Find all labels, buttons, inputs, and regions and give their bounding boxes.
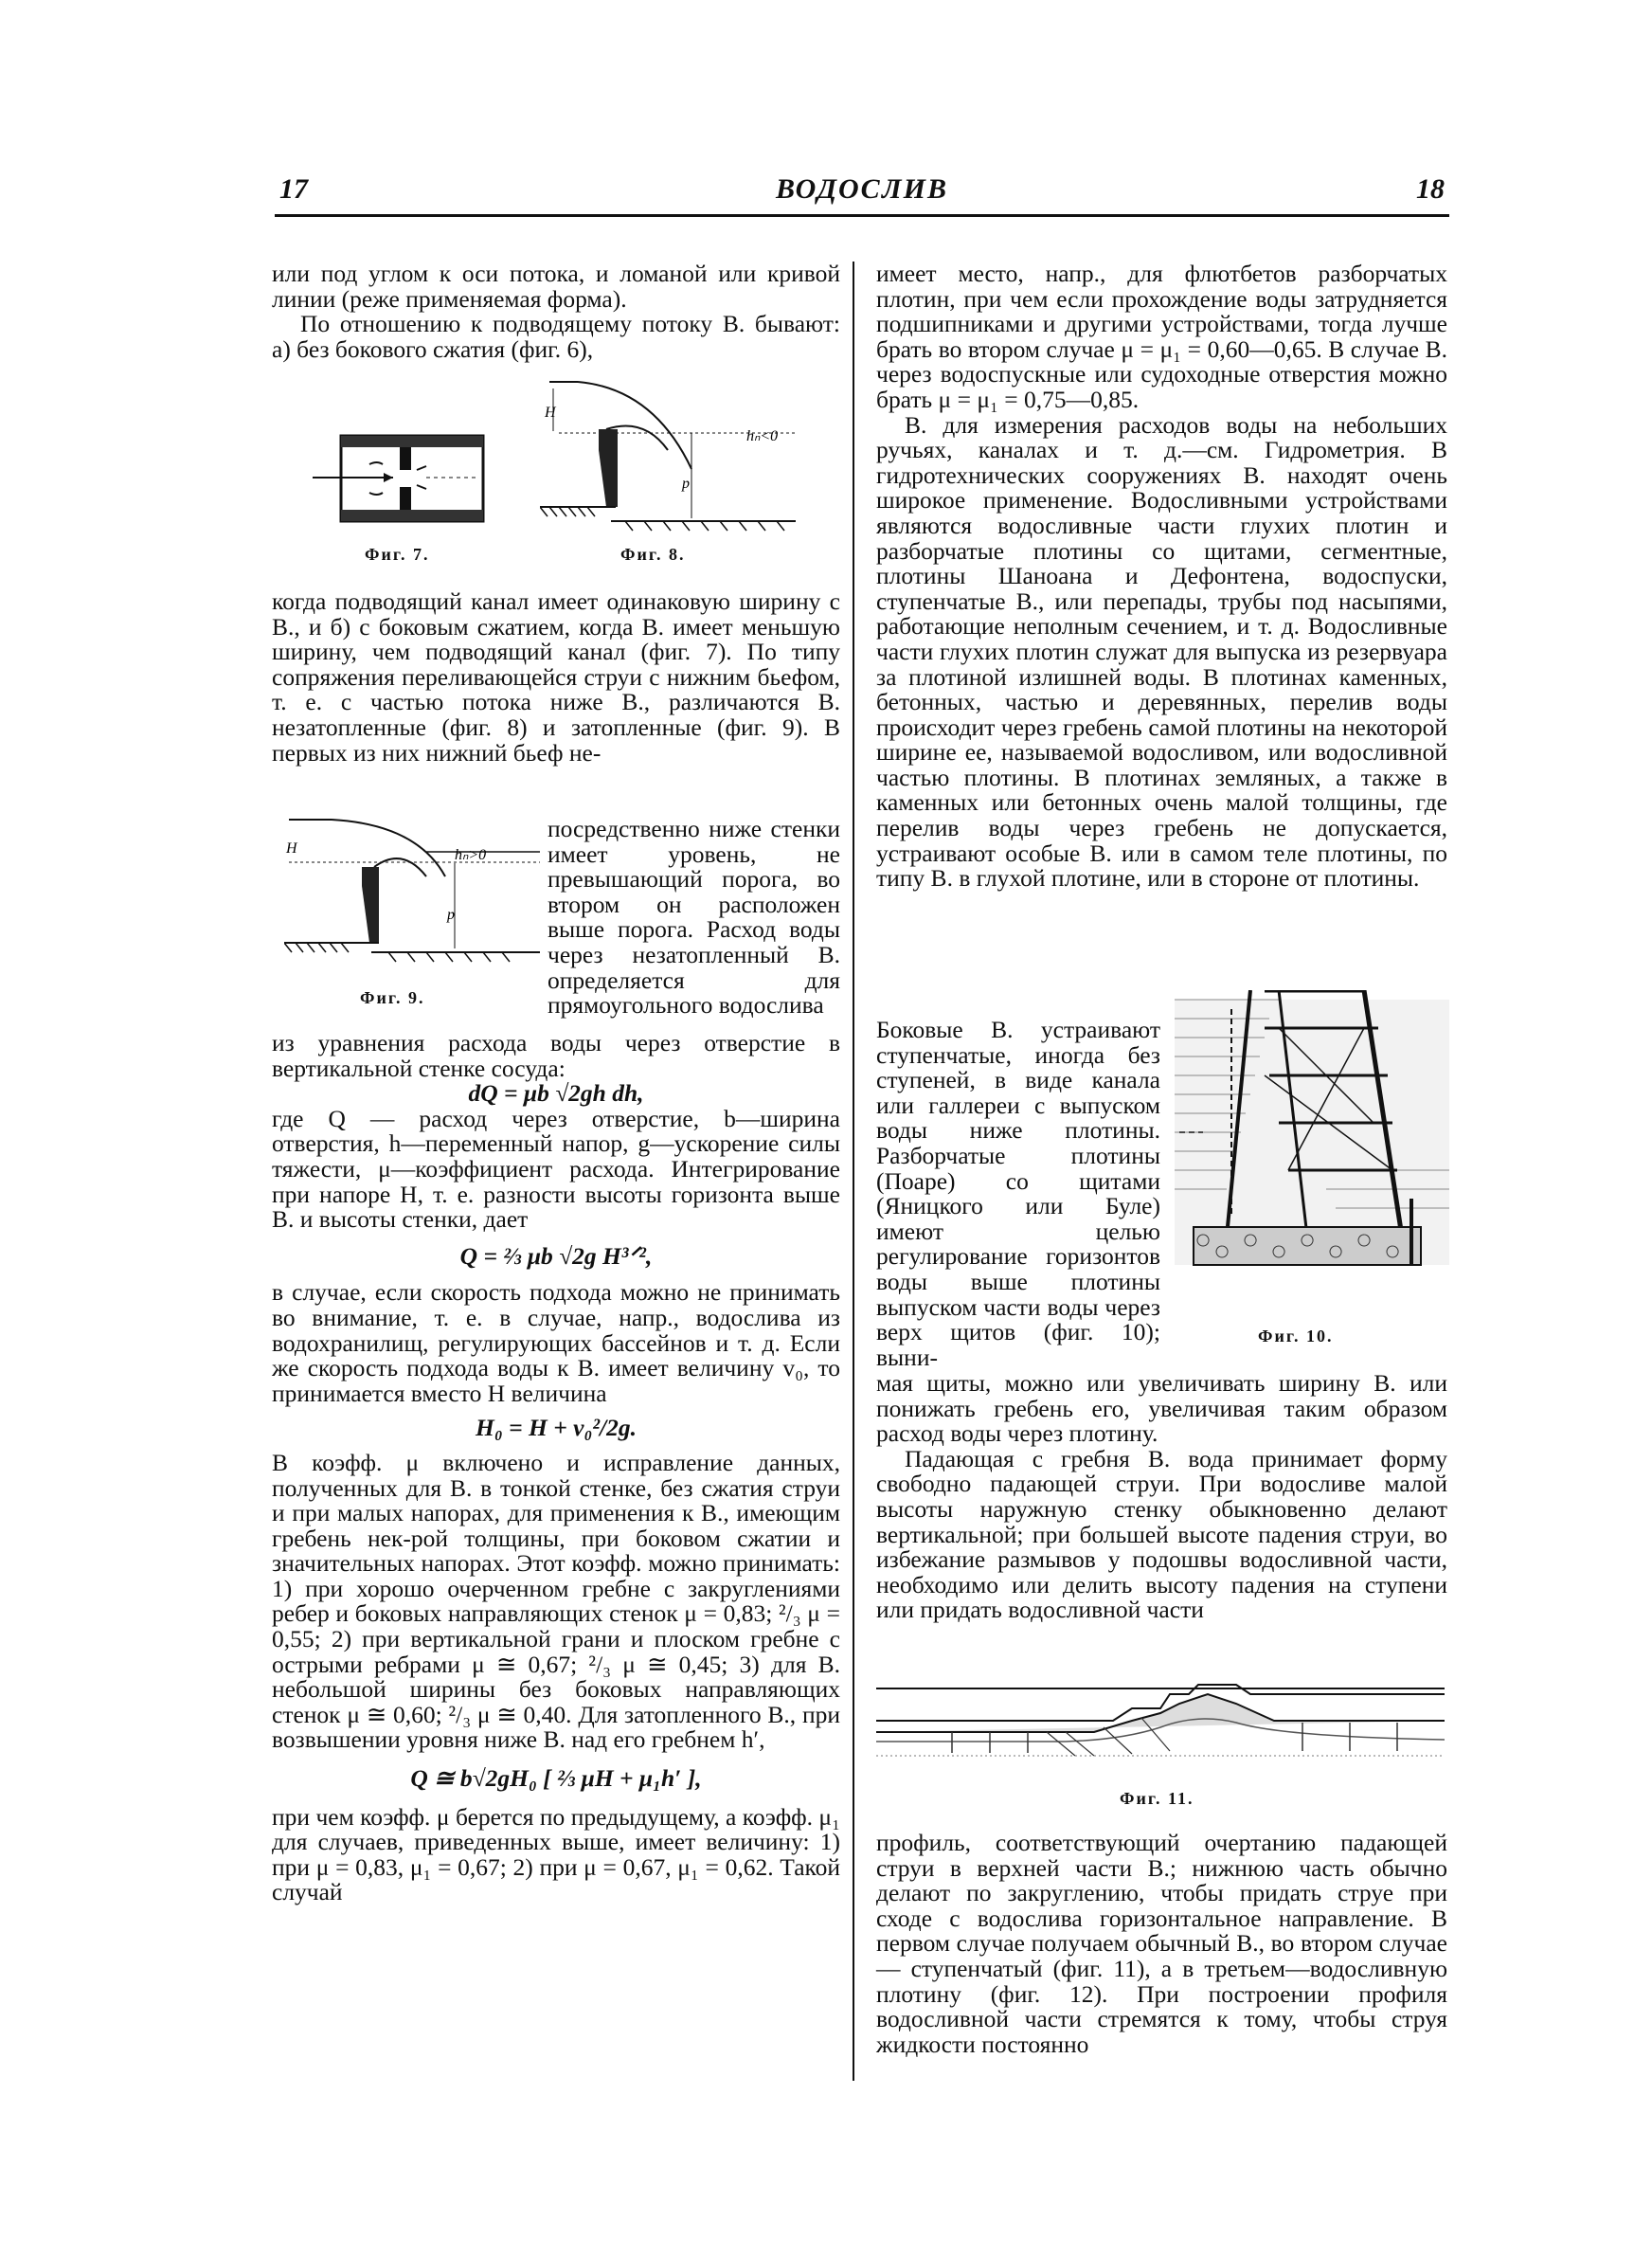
fig8-label-p: p (682, 476, 690, 492)
paragraph: Падающая с гребня В. вода принимает форму свободно падающей струи. При водосливе малой высоты наружную стенку обыкновенно делают вертикальной; при большей высоте падения струи, во избежание размывов у подошвы водосливной части, необходимо или делить высоту падения на ступени или придать водосливной части (876, 1444, 1447, 1624)
paragraph: из уравнения расхода воды через отверстие в вертикальной стенке сосуда: (272, 1029, 840, 1082)
left-col-block-2 (272, 589, 840, 766)
left-col-wrap-text (548, 817, 840, 1019)
right-col-block-1 (876, 262, 1447, 892)
left-col-block-3 (272, 1031, 840, 1905)
paragraph: в случае, если скорость подхода можно не принимать во внимание, т. е. в случае, напр., водослива из водохранилищ, регулирующих бассейнов и т. д. Если же скорость подхода воды к В. имеет величину v₀, то принимается вместо H величина (272, 1278, 840, 1407)
header-rule (275, 214, 1449, 217)
paragraph: имеет место, напр., для флютбетов разборчатых плотин, при чем если прохождение воды затрудняется подшипниками и другими устройствами, тогда лучше брать во втором случае μ = μ₁ = 0,60—0,65. В случае В. через водоспускные или судоходные отверстия можно брать μ = μ₁ = 0,75—0,85. (876, 260, 1447, 413)
column-divider (853, 262, 854, 2081)
paragraph: профиль, соответствующий очертанию падающей струи в верхней части В.; нижнюю часть обычно делают по закруглению, чтобы придать струе при сходе с водослива горизонтальное направление. В первом случае получаем обычный В., во втором случае— ступенчатый (фиг. 11), а в третьем—водосливную плотину (фиг. 12). При построении профиля водосливной части стремятся к тому, чтобы струя жидкости постоянно (876, 1829, 1447, 2058)
figure-10-frame-dam (1175, 990, 1449, 1303)
paragraph: где Q — расход через отверстие, b—ширина отверстия, h—переменный напор, g—ускорение силы тяжести, μ—коэффициент расхода. Интегрирование при напоре H, т. е. разности высоты горизонта выше В. и высоты стенки, дает (272, 1104, 840, 1234)
paragraph: мая щиты, можно или увеличивать ширину В. или понижать гребень его, увеличивая таким образом расход воды через плотину. (876, 1369, 1447, 1448)
page-number-left: 17 (279, 173, 308, 205)
fig8-label-hn: hₙ<0 (746, 428, 779, 444)
fig8-label-h: H (545, 405, 556, 421)
figure-9-submerged-overflow (284, 810, 549, 966)
running-title: ВОДОСЛИВ (776, 173, 948, 205)
formula-q: Q = ⅔ μb √2g H³ᐟ², (459, 1241, 653, 1270)
paragraph: когда подводящий канал имеет одинаковую ширину с В., и б) с боковым сжатием, когда В. имеет меньшую ширину, чем подводящий канал (фиг. 7). По типу сопряжения переливающейся струи с нижним бьефом, т. е. с частью потока ниже В., различаются В. незатопленные (фиг. 8) и затопленные (фиг. 9). В первых из них нижний бьеф не- (272, 587, 840, 767)
fig9-label-hn: hₙ>0 (455, 847, 487, 863)
paragraph: По отношению к подводящему потоку В. бывают: а) без бокового сжатия (фиг. 6), (272, 310, 840, 363)
page-number-right: 18 (1416, 173, 1445, 205)
page-header (270, 173, 1454, 211)
figure-10-caption: Фиг. 10. (1258, 1327, 1334, 1345)
formula-h0: H₀ = H + v₀²/2g. (476, 1414, 637, 1442)
figure-8-caption: Фиг. 8. (620, 545, 686, 564)
left-col-block-1 (272, 262, 840, 362)
fig9-label-p: p (447, 907, 455, 923)
figure-8-free-overflow (540, 374, 805, 535)
paragraph: или под углом к оси потока, и ломаной или кривой линии (реже применяемая форма). (272, 260, 840, 313)
figure-7-weir-plan (313, 417, 502, 526)
figure-9-caption: Фиг. 9. (360, 988, 425, 1007)
formula-q-submerged: Q ≅ b√2gH₀ [ ⅔ μH + μ₁h′ ], (410, 1764, 702, 1793)
paragraph: при чем коэфф. μ берется по предыдущему, а коэфф. μ₁ для случаев, приведенных выше, имеет величину: 1) при μ = 0,83, μ₁ = 0,67; 2) при μ = 0,67, μ₁ = 0,62. Такой случай (272, 1802, 840, 1906)
figure-11-caption: Фиг. 11. (1120, 1789, 1194, 1808)
paragraph: Боковые В. устраивают ступенчатые, иногда без ступеней, в виде канала или галлереи с выпуском воды ниже плотины. Разборчатые плотины (Поаре) со щитами (Яницкого или Буле) имеют целью регулирование горизонтов воды выше плотины выпуском части воды через верх щитов (фиг. 10); выни- (876, 1016, 1160, 1371)
formula-dq: dQ = μb √2gh dh, (468, 1079, 644, 1108)
paragraph: В коэфф. μ включено и исправление данных, полученных для В. в тонкой стенке, без сжатия струи и при малых напорах, для применения к В., имеющим гребень нек-рой толщины, при боковом сжатии и значительных напорах. Этот коэфф. можно принимать: 1) при хорошо очерченном гребне с закруглениями ребер и боковых направляющих стенок μ = 0,83; ²/₃ μ = 0,55; 2) при вертикальной грани и плоском гребне с острыми ребрами μ ≅ 0,67; ²/₃ μ ≅ 0,45; 3) для В. небольшой ширины без боковых направляющих стенок μ ≅ 0,60; ²/₃ μ ≅ 0,40. Для затопленного В., при возвышении уровня ниже В. над его гребнем h′, (272, 1448, 840, 1754)
right-col-wrap-text (876, 1018, 1160, 1370)
paragraph: В. для измерения расходов воды на небольших ручьях, каналах и т. д.—см. Гидрометрия. В гидротехнических сооружениях В. находят очень широкое применение. Водосливными устройствами являются водосливные части глухих плотин и разборчатые плотины со щитами, сегментные, плотины Шаноана и Дефонтена, водоспуски, ступенчатые В., или перепады, трубы под насыпями, работающие неполным сечением, и т. д. Водосливные части глухих плотин служат для выпуска из резервуара за плотиной излишней воды. В плотинах каменных, бетонных, частью и деревянных, перелив воды происходит через гребень самой плотины на некоторой ширине ее, называемой водосливом, или водосливной частью плотины. В плотинах земляных, а также в каменных или бетонных очень малой толщины, где перелив воды через гребень не допускается, устраивают особые В. или в самом теле плотины, по типу В. в глухой плотине, или в стороне от плотины. (876, 410, 1447, 893)
figure-11-stepped-weir (876, 1675, 1445, 1779)
fig9-label-h: H (286, 840, 297, 857)
paragraph: посредственно ниже стенки имеет уровень, не превышающий порога, во втором он расположен выше порога. Расход воды через незатопленный В. определяется для прямоугольного водослива (548, 815, 840, 1020)
right-col-block-3 (876, 1831, 1447, 2057)
figure-7-caption: Фиг. 7. (365, 545, 430, 564)
right-col-block-2 (876, 1371, 1447, 1623)
